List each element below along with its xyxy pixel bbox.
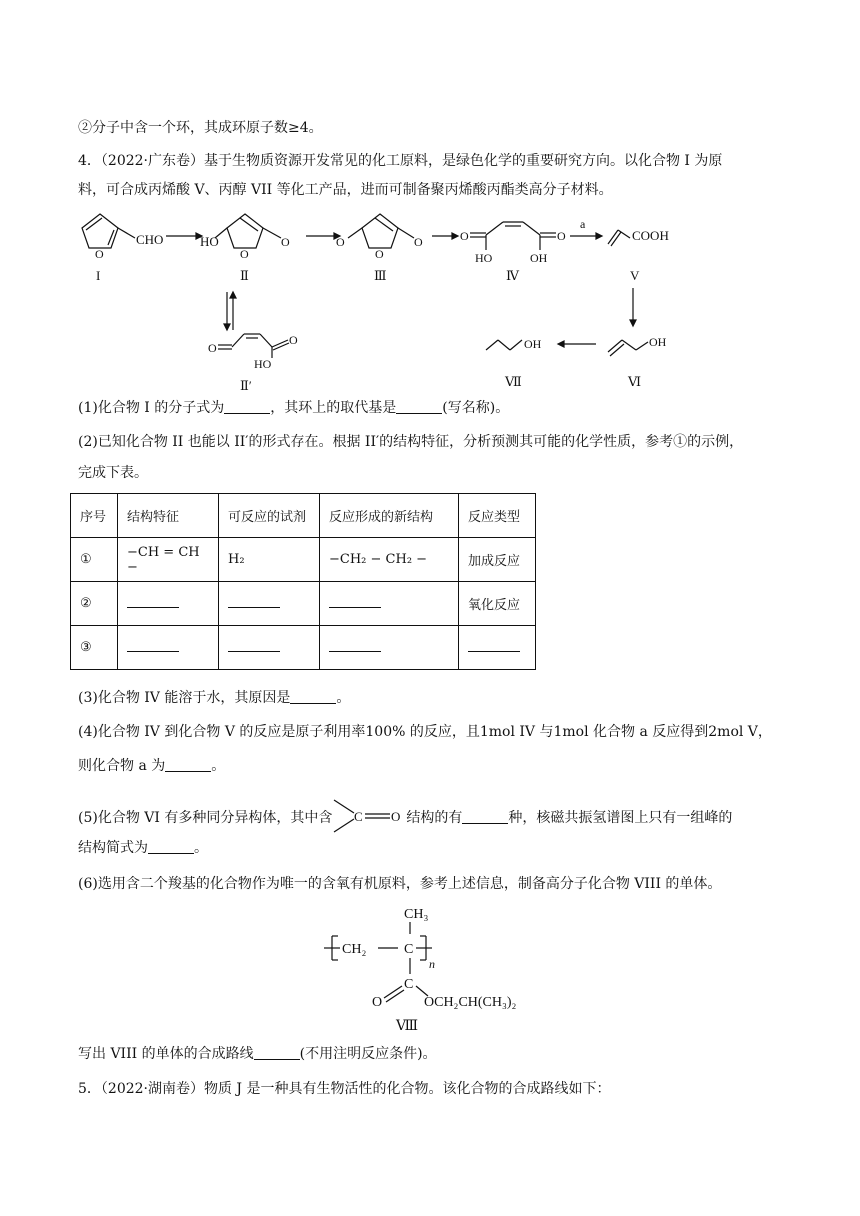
answer-blank[interactable]	[127, 639, 179, 652]
question-4-stem: 4．（2022·广东卷）基于生物质资源开发常见的化工原料，是绿色化学的重要研究方向。以化合物 I 为原	[78, 153, 723, 169]
answer-blank[interactable]	[254, 1045, 300, 1060]
table-cell: −CH = CH −	[118, 538, 219, 582]
table-cell	[219, 582, 320, 626]
table-header: 序号	[71, 494, 118, 538]
table-cell: ①	[71, 538, 118, 582]
table-cell: ③	[71, 626, 118, 670]
table-cell: −CH₂ − CH₂ −	[320, 538, 459, 582]
table-header-row	[71, 494, 536, 538]
label-IV: Ⅳ	[506, 268, 519, 283]
o-text: O	[289, 333, 298, 347]
compound-VI	[608, 335, 667, 389]
text-line: 料，可合成丙烯酸 V、丙醇 VII 等化工产品，进而可制备聚丙烯酸丙酯类高分子材料。	[78, 182, 613, 198]
label-III: Ⅲ	[374, 268, 387, 283]
o-text: O	[460, 229, 469, 243]
property-table	[70, 493, 536, 670]
o-text: O	[336, 235, 345, 249]
table-header: 可反应的试剂	[219, 494, 320, 538]
reagent-a: a	[580, 217, 586, 231]
label-VIII: Ⅷ	[396, 1019, 419, 1034]
answer-blank[interactable]	[462, 809, 508, 824]
n-text: n	[429, 957, 435, 971]
table-cell: 氧化反应	[459, 582, 536, 626]
o-text: O	[281, 235, 290, 249]
text-line: 完成下表。	[78, 465, 148, 481]
table-row	[71, 582, 536, 626]
carbonyl-o: O	[391, 809, 401, 824]
answer-blank[interactable]	[224, 399, 270, 414]
question-4: (4)化合物 IV 到化合物 V 的反应是原子利用率100% 的反应，且1mol IV 与1mol 化合物 a 反应得到2mol V，	[78, 724, 772, 740]
table-header: 反应形成的新结构	[320, 494, 459, 538]
question-5-cont: 结构简式为 。	[78, 840, 208, 856]
table-cell	[320, 582, 459, 626]
table-row	[71, 626, 536, 670]
ch3-text: CH₃	[404, 907, 429, 922]
text-line: ②分子中含一个环，其成环原子数≥4。	[78, 120, 323, 136]
answer-blank[interactable]	[396, 399, 442, 414]
o-text: O	[240, 247, 249, 261]
answer-blank[interactable]	[329, 639, 381, 652]
o-text: O	[372, 995, 383, 1010]
oh-text: OH	[530, 251, 548, 265]
answer-blank[interactable]	[148, 839, 194, 854]
table-cell	[118, 582, 219, 626]
table-header: 结构特征	[118, 494, 219, 538]
ch2-text: CH₂	[342, 942, 367, 957]
answer-blank[interactable]	[165, 757, 211, 772]
o-text: O	[414, 235, 423, 249]
label-VII: Ⅶ	[505, 374, 522, 389]
table-cell	[118, 626, 219, 670]
compound-III	[336, 214, 423, 283]
question-5-stem: 5．（2022·湖南卷）物质 J 是一种具有生物活性的化合物。该化合物的合成路线如下：	[78, 1081, 611, 1097]
o-text: O	[375, 247, 384, 261]
c-text: C	[404, 977, 414, 992]
answer-blank[interactable]	[290, 689, 336, 704]
answer-blank[interactable]	[329, 595, 381, 608]
o-text: O	[208, 341, 217, 355]
label-II-prime: Ⅱ′	[240, 378, 252, 393]
polymer-VIII-structure	[318, 898, 578, 1036]
answer-blank[interactable]	[468, 639, 520, 652]
table-cell: H₂	[219, 538, 320, 582]
table-cell	[320, 626, 459, 670]
question-2: (2)已知化合物 II 也能以 II′的形式存在。根据 II′的结构特征，分析预测其可能的化学性质，参考①的示例，	[78, 434, 744, 450]
c-text: C	[404, 942, 414, 957]
table-cell	[459, 626, 536, 670]
answer-blank[interactable]	[127, 595, 179, 608]
ho-text: HO	[254, 357, 272, 371]
question-5: (5)化合物 VI 有多种同分异构体，其中含 C O 结构的有 种，核磁共振氢谱图上只有一组峰的	[78, 796, 732, 836]
compound-V	[608, 228, 669, 283]
compound-I	[82, 214, 163, 283]
reaction-scheme	[0, 200, 860, 400]
label-II: Ⅱ	[240, 268, 249, 283]
ester-text: OCH₂CH(CH₃)₂	[424, 995, 517, 1010]
table-cell: ②	[71, 582, 118, 626]
table-row	[71, 538, 536, 582]
compound-II-prime	[208, 333, 298, 393]
compound-II	[200, 214, 290, 283]
compound-IV	[460, 222, 566, 283]
oh-text: OH	[524, 337, 542, 351]
table-header: 反应类型	[459, 494, 536, 538]
label-V: V	[630, 268, 640, 283]
answer-blank[interactable]	[228, 639, 280, 652]
label-I: I	[96, 268, 101, 283]
question-6-cont: 写出 VIII 的单体的合成路线 (不用注明反应条件)。	[78, 1046, 437, 1062]
question-6: (6)选用含二个羧基的化合物作为唯一的含氧有机原料，参考上述信息，制备高分子化合物 VIII 的单体。	[78, 876, 722, 892]
cho-text: CHO	[136, 232, 164, 247]
ho-text: HO	[200, 234, 219, 249]
oh-text: HO	[475, 251, 493, 265]
compound-VII	[486, 337, 542, 389]
question-1: (1)化合物 I 的分子式为 ，其环上的取代基是 (写名称)。	[78, 400, 510, 416]
o-text: O	[557, 229, 566, 243]
table-cell	[219, 626, 320, 670]
answer-blank[interactable]	[228, 595, 280, 608]
table-cell: 加成反应	[459, 538, 536, 582]
oh-text: OH	[649, 335, 667, 349]
carbonyl-c: C	[354, 809, 364, 824]
question-3: (3)化合物 IV 能溶于水，其原因是 。	[78, 690, 351, 706]
o-text: O	[95, 247, 104, 261]
question-4-cont: 则化合物 a 为 。	[78, 758, 226, 774]
label-VI: Ⅵ	[628, 374, 642, 389]
carbonyl-structure	[332, 796, 406, 836]
cooh-text: COOH	[632, 228, 669, 243]
